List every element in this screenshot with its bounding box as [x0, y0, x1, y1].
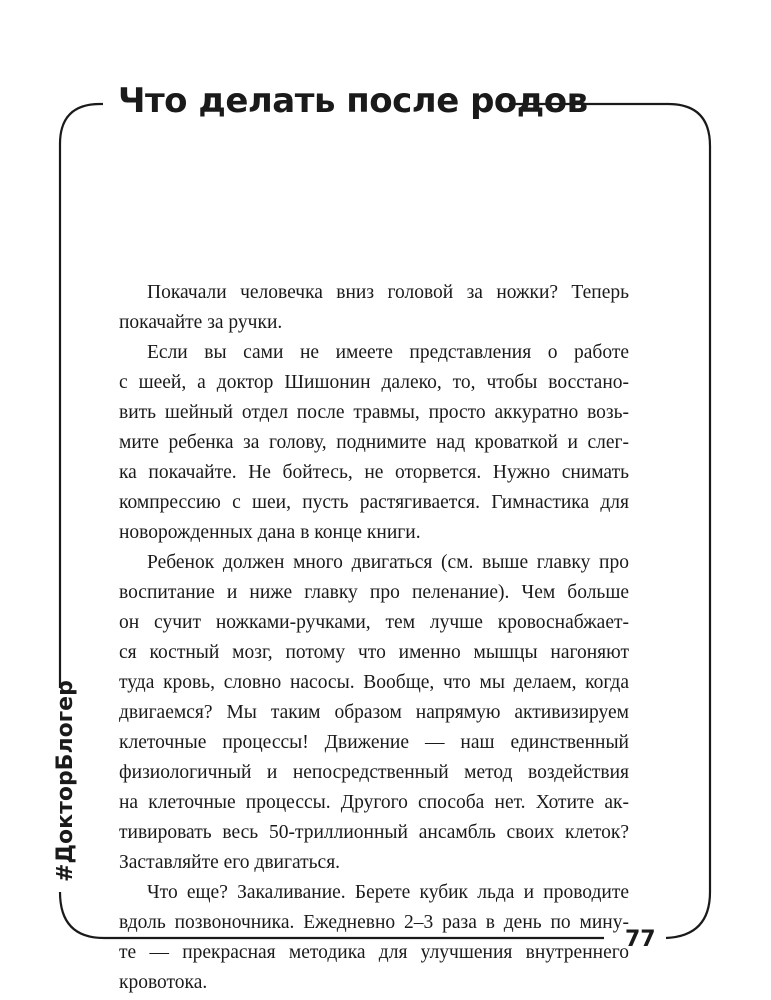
text-line: новорожденных дана в конце книги.: [119, 522, 421, 543]
text-line: вдоль позвоночника. Ежедневно 2–3 раза в день по мину-: [119, 912, 629, 933]
text-line: с шеей, а доктор Шишонин далеко, то, чтобы восстано-: [119, 372, 629, 393]
text-line: Покачали человечка вниз головой за ножки? Теперь: [147, 282, 629, 303]
body-text: [119, 278, 629, 998]
text-line: Если вы сами не имеете представления о работе: [147, 342, 629, 363]
text-line: воспитание и ниже главку про пеленание). Чем больше: [119, 582, 629, 603]
text-line: компрессию с шеи, пусть растягивается. Гимнастика для: [119, 492, 629, 513]
text-line: Заставляйте его двигаться.: [119, 852, 341, 873]
text-line: на клеточные процессы. Другого способа нет. Хотите ак-: [119, 792, 629, 813]
text-line: вить шейный отдел после травмы, просто аккуратно возь-: [119, 402, 629, 423]
text-line: покачайте за ручки.: [119, 312, 283, 333]
text-line: двигаемся? Мы таким образом напрямую активизируем: [119, 702, 629, 723]
text-line: он сучит ножками-ручками, тем лучше кровоснабжает-: [119, 612, 629, 633]
text-line: туда кровь, словно насосы. Вообще, что мы делаем, когда: [119, 672, 629, 693]
text-line: те — прекрасная методика для улучшения внутреннего: [119, 942, 629, 963]
page-title: Что делать после родов: [118, 81, 588, 121]
text-line: физиологичный и непосредственный метод воздействия: [119, 762, 629, 783]
page-number: 77: [625, 927, 656, 952]
text-line: мите ребенка за голову, поднимите над кроваткой и слег-: [119, 432, 629, 453]
text-line: тивировать весь 50-триллионный ансамбль своих клеток?: [119, 822, 629, 843]
text-line: клеточные процессы! Движение — наш единственный: [119, 732, 629, 753]
text-line: ся костный мозг, потому что именно мышцы нагоняют: [119, 642, 629, 663]
text-line: Что еще? Закаливание. Берете кубик льда и проводите: [147, 882, 629, 903]
text-line: ка покачайте. Не бойтесь, не оторвется. Нужно снимать: [119, 462, 629, 483]
frame-top-left: [60, 104, 103, 688]
text-line: Ребенок должен много двигаться (см. выше главку про: [147, 552, 629, 573]
side-hashtag: #ДокторБлогер: [53, 680, 78, 882]
text-line: кровотока.: [119, 972, 208, 993]
